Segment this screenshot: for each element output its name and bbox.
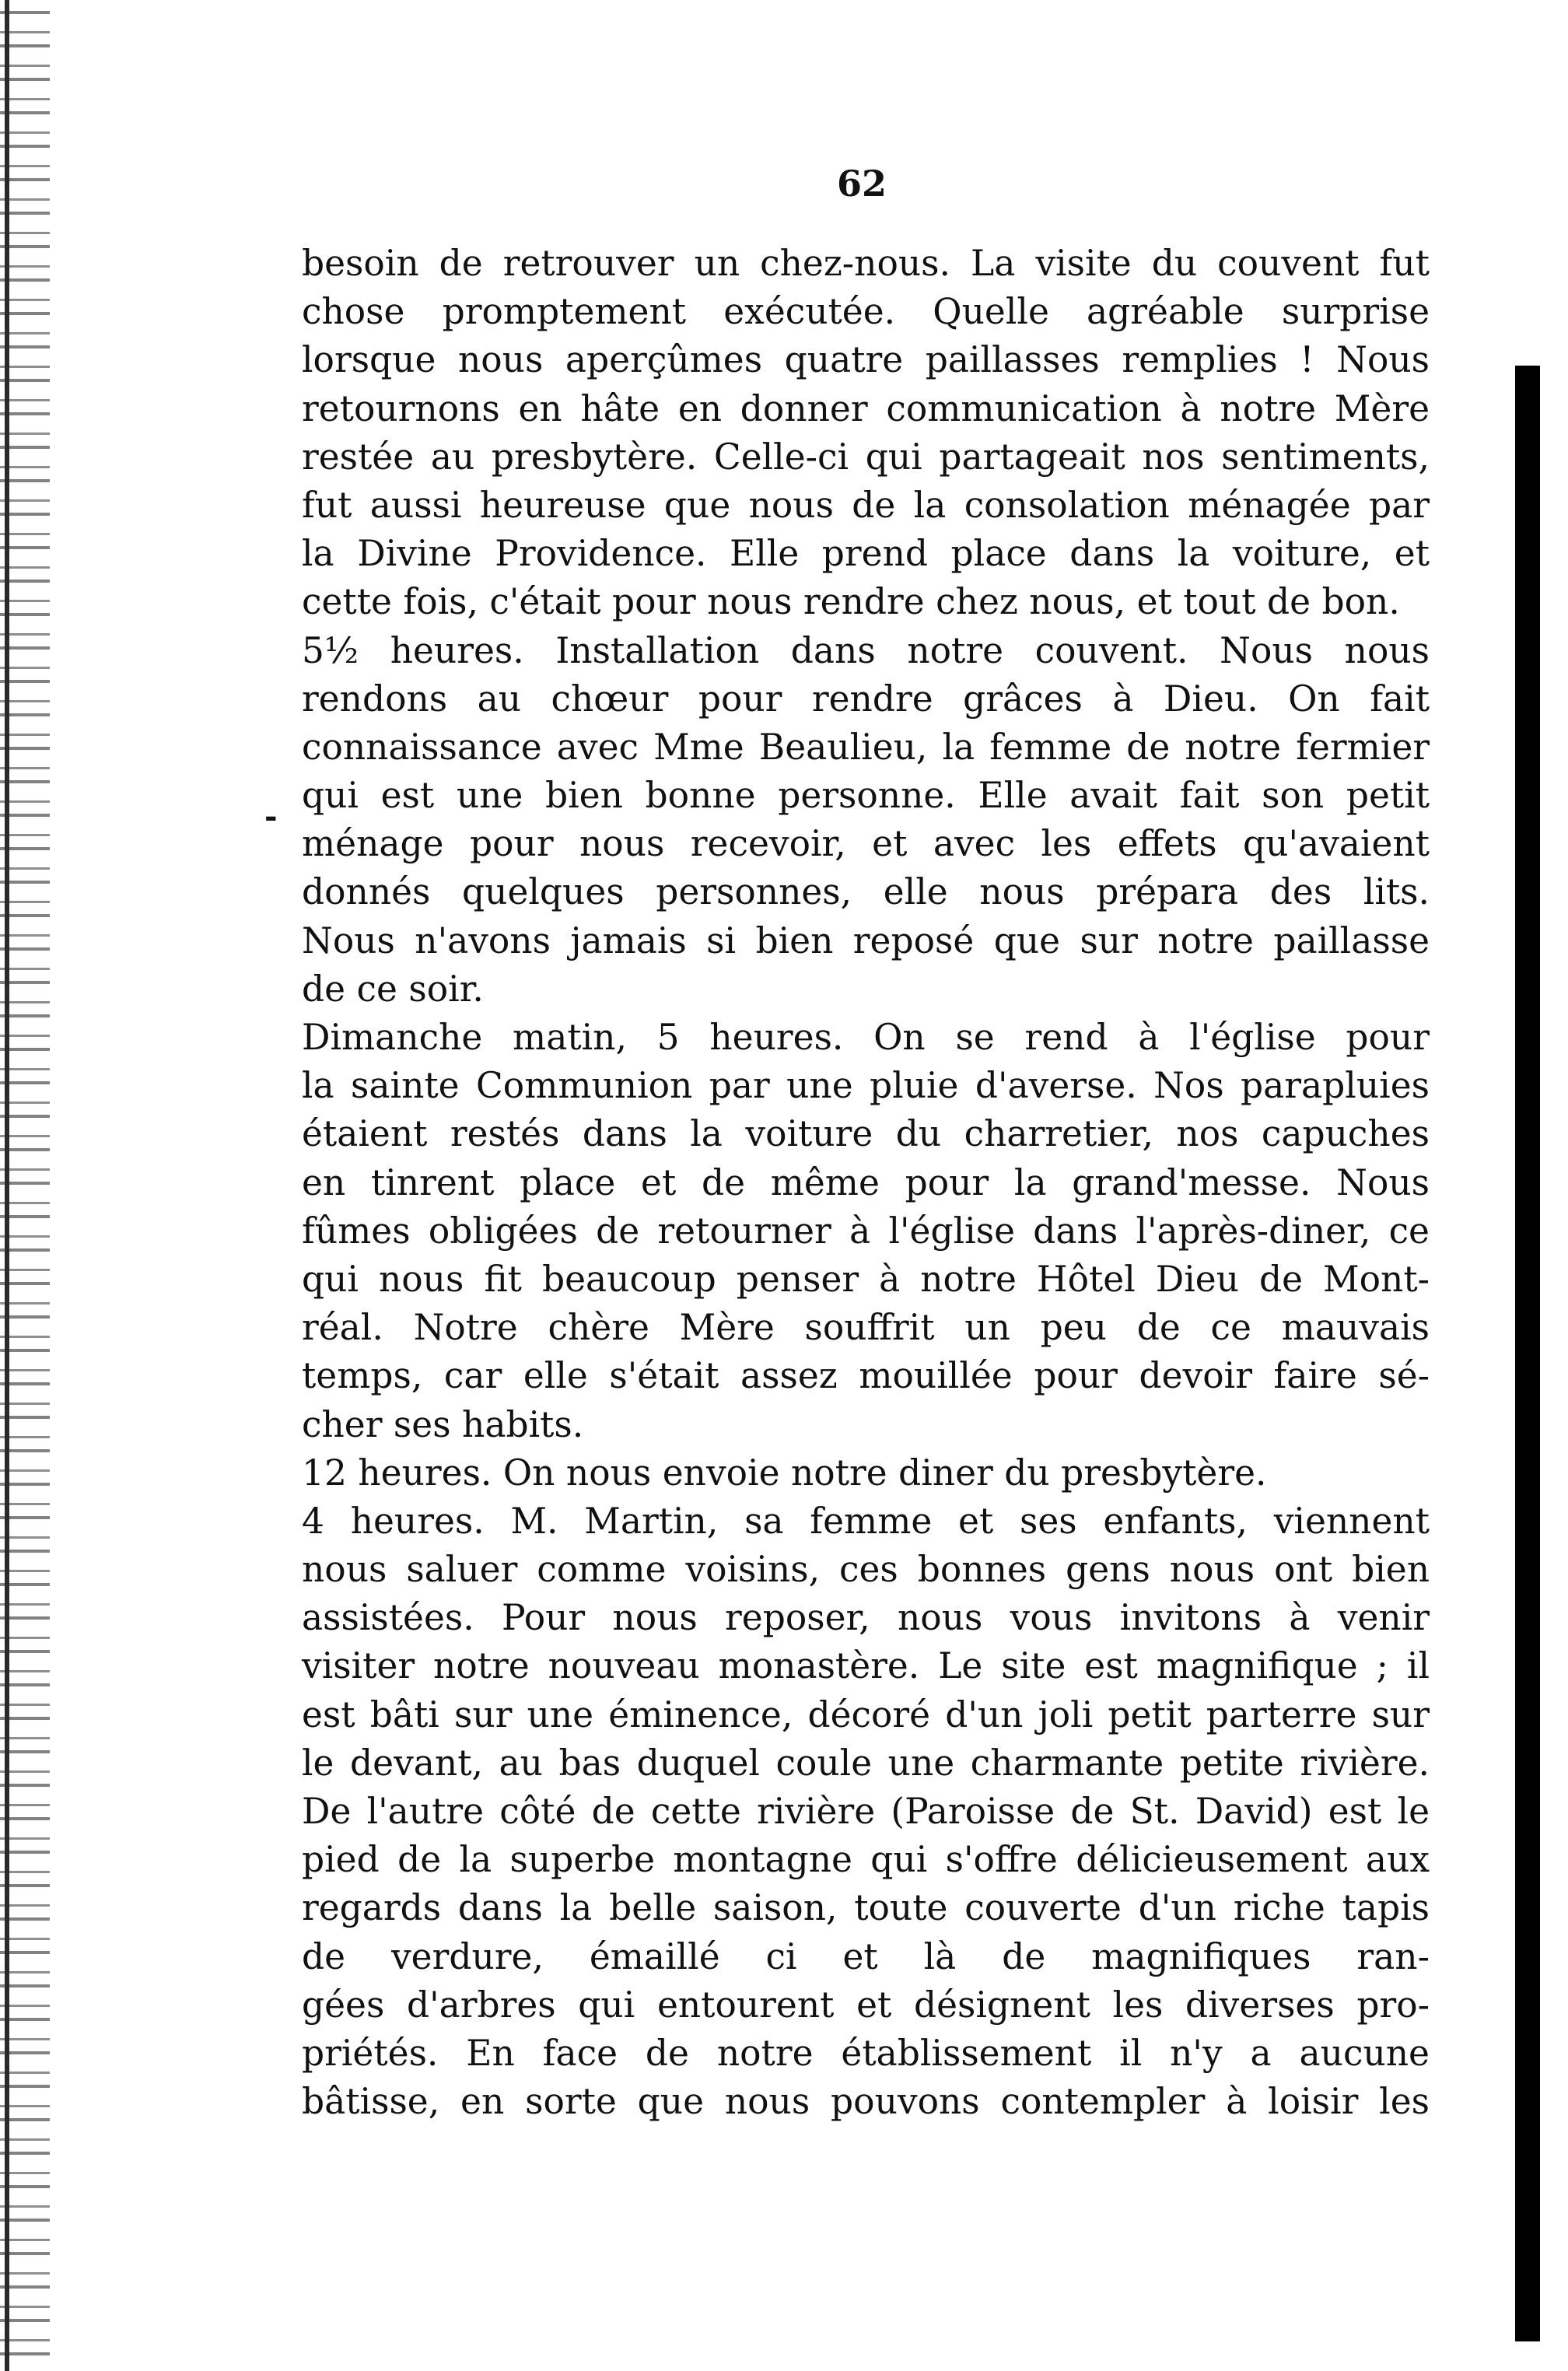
text-line: rendons au chœur pour rendre grâces à Dieu. On fait (302, 678, 1430, 720)
text-line: Nous n'avons jamais si bien reposé que sur notre paillasse (302, 919, 1430, 961)
text-line: la sainte Communion par une pluie d'averse. Nos parapluies (302, 1065, 1430, 1107)
text-line: ménage pour nous recevoir, et avec les effets qu'avaient (302, 823, 1430, 865)
text-line: fûmes obligées de retourner à l'église dans l'après-diner, ce (302, 1210, 1430, 1252)
text-line: priétés. En face de notre établissement il n'y a aucune (302, 2032, 1430, 2074)
text-line: donnés quelques personnes, elle nous prépara des lits. (302, 871, 1430, 913)
scan-right-edge (1515, 366, 1540, 2341)
text-line: chose promptement exécutée. Quelle agréable surprise (302, 291, 1430, 333)
text-line: De l'autre côté de cette rivière (Paroisse de St. David) est le (302, 1791, 1430, 1832)
text-line: Dimanche matin, 5 heures. On se rend à l'église pour (302, 1017, 1430, 1058)
text-line: assistées. Pour nous reposer, nous vous invitons à venir (302, 1597, 1430, 1639)
text-line: de ce soir. (302, 968, 484, 1010)
page-body-text (302, 240, 1430, 2126)
text-line: nous saluer comme voisins, ces bonnes gens nous ont bien (302, 1549, 1430, 1591)
text-line: fut aussi heureuse que nous de la consolation ménagée par (302, 484, 1430, 526)
text-line: qui nous fit beaucoup penser à notre Hôtel Dieu de Mont- (302, 1258, 1430, 1300)
text-line: cher ses habits. (302, 1403, 584, 1445)
text-line: restée au presbytère. Celle-ci qui partageait nos sentiments, (302, 436, 1430, 478)
margin-dash-mark: ‑ (264, 798, 278, 835)
text-line: en tinrent place et de même pour la grand'messe. Nous (302, 1161, 1430, 1203)
text-line: 12 heures. On nous envoie notre diner du presbytère. (302, 1452, 1267, 1494)
text-line: 5½ heures. Installation dans notre couvent. Nous nous (302, 629, 1430, 671)
text-line: étaient restés dans la voiture du charretier, nos capuches (302, 1113, 1430, 1155)
text-line: le devant, au bas duquel coule une charmante petite rivière. (302, 1742, 1430, 1784)
text-line: lorsque nous aperçûmes quatre paillasses remplies ! Nous (302, 339, 1430, 381)
text-line: 4 heures. M. Martin, sa femme et ses enfants, viennent (302, 1500, 1430, 1542)
text-line: pied de la superbe montagne qui s'offre délicieusement aux (302, 1839, 1430, 1881)
text-line: retournons en hâte en donner communication à notre Mère (302, 387, 1430, 429)
text-line: qui est une bien bonne personne. Elle avait fait son petit (302, 775, 1430, 817)
text-line: bâtisse, en sorte que nous pouvons contempler à loisir les (302, 2081, 1430, 2123)
text-line: temps, car elle s'était assez mouillée pour devoir faire sé- (302, 1355, 1430, 1397)
text-line: de verdure, émaillé ci et là de magnifiques ran- (302, 1935, 1430, 1977)
page-number: 62 (836, 163, 887, 205)
text-line: visiter notre nouveau monastère. Le site est magnifique ; il (302, 1645, 1430, 1687)
text-line: la Divine Providence. Elle prend place dans la voiture, et (302, 533, 1430, 575)
text-line: regards dans la belle saison, toute couverte d'un riche tapis (302, 1887, 1430, 1929)
text-line: est bâti sur une éminence, décoré d'un joli petit parterre sur (302, 1693, 1430, 1735)
text-line: cette fois, c'était pour nous rendre chez nous, et tout de bon. (302, 581, 1400, 623)
text-line: connaissance avec Mme Beaulieu, la femme de notre fermier (302, 726, 1430, 768)
text-line: gées d'arbres qui entourent et désignent les diverses pro- (302, 1984, 1430, 2026)
text-line: réal. Notre chère Mère souffrit un peu de ce mauvais (302, 1307, 1430, 1349)
scan-left-border-line (5, 0, 9, 2371)
text-line: besoin de retrouver un chez-nous. La visite du couvent fut (302, 243, 1430, 284)
